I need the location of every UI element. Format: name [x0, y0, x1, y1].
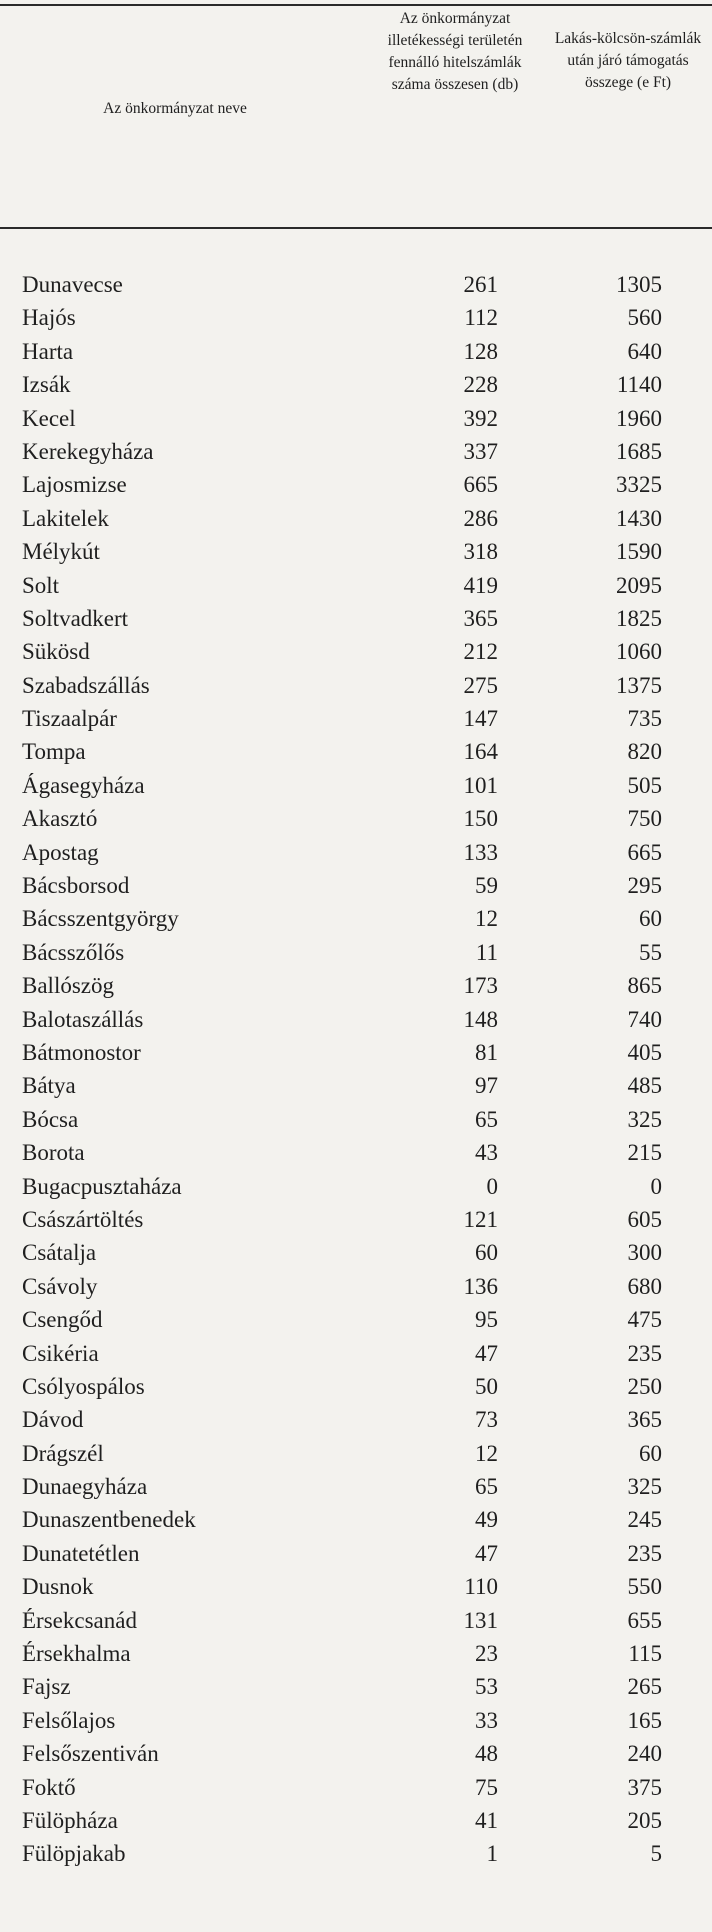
table-row — [0, 1337, 712, 1370]
municipality-name: Császártöltés — [22, 1206, 144, 1232]
table-row — [0, 1136, 712, 1169]
support-amount: 0 — [650, 1173, 662, 1199]
support-amount: 240 — [627, 1741, 662, 1767]
account-count: 97 — [475, 1073, 498, 1099]
account-count: 43 — [475, 1140, 498, 1166]
municipality-name: Fülöpháza — [22, 1807, 118, 1833]
account-count: 286 — [463, 505, 498, 531]
account-count: 148 — [463, 1006, 498, 1032]
municipality-name: Kecel — [22, 405, 76, 431]
table-row — [0, 602, 712, 635]
municipality-name: Apostag — [22, 839, 99, 865]
support-amount: 820 — [627, 739, 662, 765]
table-row — [0, 669, 712, 702]
table-row — [0, 402, 712, 435]
support-amount: 165 — [627, 1707, 662, 1733]
municipality-name: Tompa — [22, 739, 86, 765]
account-count: 59 — [475, 873, 498, 899]
account-count: 33 — [475, 1707, 498, 1733]
table-row — [0, 1069, 712, 1102]
account-count: 131 — [463, 1607, 498, 1633]
account-count: 110 — [464, 1574, 498, 1600]
account-count: 665 — [463, 472, 498, 498]
municipality-name: Solt — [22, 572, 60, 598]
municipality-name: Bácsszőlős — [22, 939, 125, 965]
table-row — [0, 1236, 712, 1269]
support-amount: 750 — [627, 806, 662, 832]
support-amount: 475 — [627, 1307, 662, 1333]
account-count: 95 — [475, 1307, 498, 1333]
support-amount: 1590 — [616, 539, 662, 565]
header-rule — [0, 227, 712, 229]
table-row — [0, 268, 712, 301]
account-count: 23 — [475, 1641, 498, 1667]
table-row — [0, 1670, 712, 1703]
support-amount: 60 — [639, 1440, 662, 1466]
header-name: Az önkormányzat neve — [103, 100, 247, 117]
municipality-name: Borota — [22, 1140, 85, 1166]
municipality-name: Érsekhalma — [22, 1641, 131, 1667]
support-amount: 60 — [639, 906, 662, 932]
support-amount: 1060 — [616, 639, 662, 665]
municipality-name: Tiszaalpár — [22, 706, 117, 732]
support-amount: 235 — [627, 1540, 662, 1566]
support-amount: 680 — [627, 1273, 662, 1299]
table-row — [0, 1437, 712, 1470]
support-amount: 1960 — [616, 405, 662, 431]
table-row — [0, 1270, 712, 1303]
support-amount: 1375 — [616, 672, 662, 698]
table-row — [0, 569, 712, 602]
municipality-name: Hajós — [22, 305, 76, 331]
account-count: 419 — [463, 572, 498, 598]
support-amount: 300 — [627, 1240, 662, 1266]
account-count: 318 — [463, 539, 498, 565]
municipality-name: Bácsszentgyörgy — [22, 906, 179, 932]
support-amount: 55 — [639, 939, 662, 965]
account-count: 337 — [463, 438, 498, 464]
table-row — [0, 1771, 712, 1804]
municipality-name: Izsák — [22, 372, 71, 398]
municipality-name: Bátya — [22, 1073, 76, 1099]
account-count: 65 — [475, 1474, 498, 1500]
table-row — [0, 735, 712, 768]
table-row — [0, 1470, 712, 1503]
support-amount: 265 — [627, 1674, 662, 1700]
account-count: 150 — [463, 806, 498, 832]
municipality-name: Sükösd — [22, 639, 90, 665]
municipality-name: Csátalja — [22, 1240, 97, 1266]
municipality-name: Dunaegyháza — [22, 1474, 148, 1500]
top-rule — [0, 4, 712, 6]
account-count: 12 — [475, 906, 498, 932]
table-row — [0, 936, 712, 969]
municipality-name: Csengőd — [22, 1307, 103, 1333]
support-amount: 865 — [627, 973, 662, 999]
table-row — [0, 969, 712, 1002]
support-amount: 655 — [627, 1607, 662, 1633]
municipality-name: Lakitelek — [22, 505, 109, 531]
table-row — [0, 1570, 712, 1603]
account-count: 121 — [463, 1206, 498, 1232]
municipality-name: Mélykút — [22, 539, 100, 565]
support-amount: 235 — [627, 1340, 662, 1366]
account-count: 41 — [475, 1807, 498, 1833]
support-amount: 295 — [627, 873, 662, 899]
support-amount: 1825 — [616, 605, 662, 631]
account-count: 136 — [463, 1273, 498, 1299]
table-body — [0, 268, 712, 1871]
support-amount: 405 — [627, 1039, 662, 1065]
support-amount: 1685 — [616, 438, 662, 464]
table-row — [0, 1203, 712, 1236]
account-count: 48 — [475, 1741, 498, 1767]
table-row — [0, 1637, 712, 1670]
support-amount: 550 — [627, 1574, 662, 1600]
table-row — [0, 1370, 712, 1403]
table-row — [0, 435, 712, 468]
municipality-name: Dunaszentbenedek — [22, 1507, 196, 1533]
support-amount: 560 — [627, 305, 662, 331]
support-amount: 665 — [627, 839, 662, 865]
account-count: 212 — [463, 639, 498, 665]
support-amount: 205 — [627, 1807, 662, 1833]
table-row — [0, 635, 712, 668]
table-row — [0, 1170, 712, 1203]
municipality-name: Fülöpjakab — [22, 1841, 126, 1867]
account-count: 60 — [475, 1240, 498, 1266]
support-amount: 735 — [627, 706, 662, 732]
municipality-name: Bugacpusztaháza — [22, 1173, 182, 1199]
account-count: 47 — [475, 1340, 498, 1366]
support-amount: 1305 — [616, 272, 662, 297]
table-row — [0, 1503, 712, 1536]
support-amount: 365 — [627, 1407, 662, 1433]
municipality-name: Bátmonostor — [22, 1039, 141, 1065]
table-row — [0, 468, 712, 501]
municipality-name: Dunatetétlen — [22, 1540, 140, 1566]
account-count: 50 — [475, 1373, 498, 1399]
municipality-name: Dusnok — [22, 1574, 94, 1600]
account-count: 275 — [463, 672, 498, 698]
support-amount: 505 — [627, 772, 662, 798]
municipality-name: Ágasegyháza — [22, 772, 145, 798]
header-amount: Lakás-kölcsön-számlák után járó támogatás összege (e Ft) — [554, 30, 702, 91]
account-count: 101 — [463, 772, 498, 798]
table-row — [0, 1704, 712, 1737]
municipality-name: Dunavecse — [22, 272, 123, 297]
support-amount: 1140 — [616, 372, 662, 398]
account-count: 0 — [486, 1173, 498, 1199]
account-count: 164 — [463, 739, 498, 765]
municipality-name: Balotaszállás — [22, 1006, 144, 1032]
account-count: 112 — [464, 305, 498, 331]
municipality-name: Dávod — [22, 1407, 84, 1433]
table-row — [0, 502, 712, 535]
account-count: 11 — [475, 939, 498, 965]
support-amount: 485 — [627, 1073, 662, 1099]
municipality-name: Akasztó — [22, 806, 98, 832]
municipality-name: Felsőlajos — [22, 1707, 116, 1733]
table-row — [0, 1737, 712, 1770]
table-row — [0, 1537, 712, 1570]
account-count: 12 — [475, 1440, 498, 1466]
municipality-name: Lajosmizse — [22, 472, 127, 498]
table-row — [0, 869, 712, 902]
municipality-name: Bócsa — [22, 1106, 79, 1132]
account-count: 261 — [463, 272, 498, 297]
support-amount: 3325 — [616, 472, 662, 498]
account-count: 147 — [463, 706, 498, 732]
support-amount: 605 — [627, 1206, 662, 1232]
support-amount: 2095 — [616, 572, 662, 598]
municipality-name: Csikéria — [22, 1340, 99, 1366]
table-row — [0, 1604, 712, 1637]
header-count: Az önkormányzat illetékességi területén fennálló hitelszámlák száma összesen (db) — [387, 10, 523, 93]
municipality-name: Bácsborsod — [22, 873, 130, 899]
municipality-name: Fajsz — [22, 1674, 71, 1700]
table-row — [0, 368, 712, 401]
account-count: 173 — [463, 973, 498, 999]
municipality-name: Foktő — [22, 1774, 76, 1800]
municipality-name: Csólyospálos — [22, 1373, 145, 1399]
table-row — [0, 769, 712, 802]
table-row — [0, 1003, 712, 1036]
account-count: 47 — [475, 1540, 498, 1566]
account-count: 1 — [486, 1841, 498, 1867]
account-count: 65 — [475, 1106, 498, 1132]
account-count: 75 — [475, 1774, 498, 1800]
table-row — [0, 335, 712, 368]
municipality-name: Ballószög — [22, 973, 114, 999]
table-row — [0, 535, 712, 568]
account-count: 392 — [463, 405, 498, 431]
account-count: 128 — [463, 338, 498, 364]
support-amount: 250 — [627, 1373, 662, 1399]
municipality-name: Felsőszentiván — [22, 1741, 159, 1767]
account-count: 228 — [463, 372, 498, 398]
table-row — [0, 802, 712, 835]
support-amount: 325 — [627, 1106, 662, 1132]
table-row — [0, 1303, 712, 1336]
support-amount: 215 — [627, 1140, 662, 1166]
account-count: 49 — [475, 1507, 498, 1533]
table-row — [0, 1804, 712, 1837]
table-row — [0, 1036, 712, 1069]
municipality-name: Szabadszállás — [22, 672, 150, 698]
table-row — [0, 1837, 712, 1870]
table-row — [0, 902, 712, 935]
support-amount: 115 — [628, 1641, 662, 1667]
municipality-name: Kerekegyháza — [22, 438, 154, 464]
support-amount: 245 — [627, 1507, 662, 1533]
account-count: 53 — [475, 1674, 498, 1700]
account-count: 73 — [475, 1407, 498, 1433]
support-amount: 740 — [627, 1006, 662, 1032]
municipality-name: Soltvadkert — [22, 605, 129, 631]
support-amount: 5 — [650, 1841, 662, 1867]
municipality-name: Harta — [22, 338, 74, 364]
table-row — [0, 301, 712, 334]
support-amount: 1430 — [616, 505, 662, 531]
table-row — [0, 1103, 712, 1136]
support-amount: 375 — [627, 1774, 662, 1800]
municipality-name: Csávoly — [22, 1273, 98, 1299]
account-count: 365 — [463, 605, 498, 631]
support-amount: 640 — [627, 338, 662, 364]
support-amount: 325 — [627, 1474, 662, 1500]
table-row — [0, 836, 712, 869]
account-count: 81 — [475, 1039, 498, 1065]
account-count: 133 — [463, 839, 498, 865]
table-row — [0, 702, 712, 735]
table-row — [0, 1403, 712, 1436]
municipality-name: Drágszél — [22, 1440, 104, 1466]
municipality-name: Érsekcsanád — [22, 1607, 137, 1633]
